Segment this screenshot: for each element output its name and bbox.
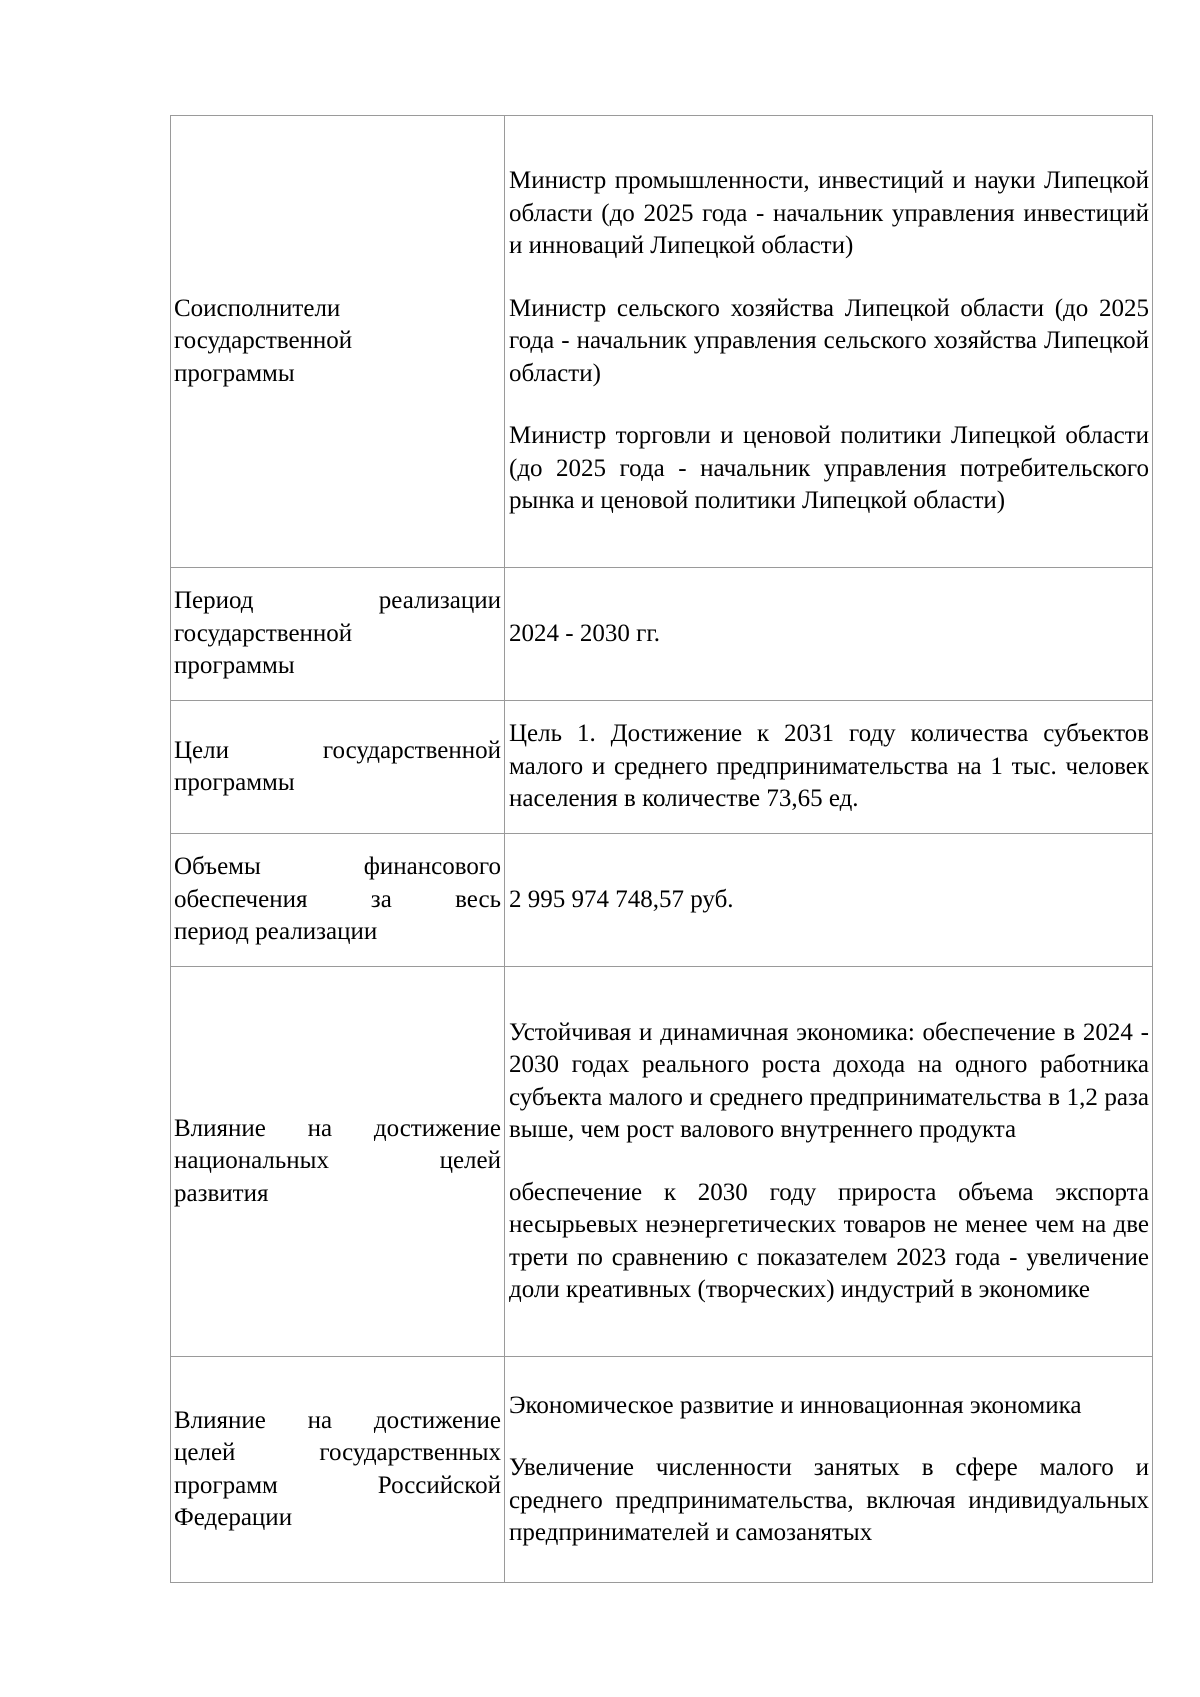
row-label-cell [171,967,505,1357]
row-label-line: Цели государственной [174,736,501,764]
row-label-line: программ Российской [174,1471,501,1499]
row-value-paragraph: Министр промышленности, инвестиций и науки Липецкой области (до 2025 года - начальник управления инвестиций и инноваций Липецкой области) [509,167,1149,260]
row-label-line: государственной [174,327,353,355]
row-label-line: Соисполнители [174,294,341,322]
row-value-paragraph: обеспечение к 2030 году прироста объема экспорта несырьевых неэнергетических товаров не менее чем на две трети по сравнению с показателем 2023 года - увеличение доли креативных (творческих) индустрий в экономике [509,1178,1149,1303]
table-row [171,1357,1153,1583]
row-label-line: Влияние на достижение [174,1406,501,1434]
row-value-cell [505,1357,1153,1583]
row-label-line: Объемы финансового [174,853,501,881]
row-label-line: Федерации [174,1504,293,1531]
row-value-cell [505,568,1153,701]
row-value-paragraph: Увеличение численности занятых в сфере малого и среднего предпринимательства, включая индивидуальных предпринимателей и самозанятых [509,1454,1149,1546]
row-value-paragraph: Экономическое развитие и инновационная экономика [509,1391,1082,1419]
table-row [171,116,1153,568]
table-row [171,834,1153,967]
row-value-cell [505,967,1153,1357]
row-label-line: государственной [174,619,353,647]
table-row [171,967,1153,1357]
row-label-line: обеспечения за весь [174,885,501,913]
row-label-line: развития [174,1179,269,1207]
row-label-cell [171,1357,505,1583]
table-row [171,568,1153,701]
row-label-cell [171,116,505,568]
row-value-paragraph: 2 995 974 748,57 руб. [509,885,734,913]
row-label-line: программы [174,769,295,796]
row-value-paragraph: 2024 - 2030 гг. [509,619,661,647]
row-value-cell [505,834,1153,967]
row-value-paragraph: Министр сельского хозяйства Липецкой области (до 2025 года - начальник управления сельского хозяйства Липецкой области) [509,294,1149,387]
row-value-paragraph: Министр торговли и ценовой политики Липецкой области (до 2025 года - начальник управления потребительского рынка и ценовой политики Липецкой области) [509,422,1149,515]
row-value-paragraph: Устойчивая и динамичная экономика: обеспечение в 2024 - 2030 годах реального роста дохода на одного работника субъекта малого и среднего предпринимательства в 1,2 раза выше, чем рост валового внутреннего продукта [509,1018,1149,1143]
row-label-line: целей государственных [174,1439,501,1466]
row-value-cell [505,116,1153,568]
row-label-line: национальных целей [174,1147,501,1175]
row-label-line: программы [174,359,295,387]
row-value-cell [505,701,1153,834]
program-passport-table [170,115,1153,1583]
row-label-line: период реализации [174,918,378,946]
row-label-line: Влияние на достижение [174,1114,501,1142]
table-body [171,116,1153,1583]
row-label-cell [171,568,505,701]
table-row [171,701,1153,834]
row-label-line: Период реализации [174,587,501,615]
row-label-line: программы [174,652,295,680]
row-value-paragraph: Цель 1. Достижение к 2031 году количества субъектов малого и среднего предпринимательства на 1 тыс. человек населения в количестве 73,65 ед. [509,720,1149,813]
row-label-cell [171,701,505,834]
row-label-cell [171,834,505,967]
